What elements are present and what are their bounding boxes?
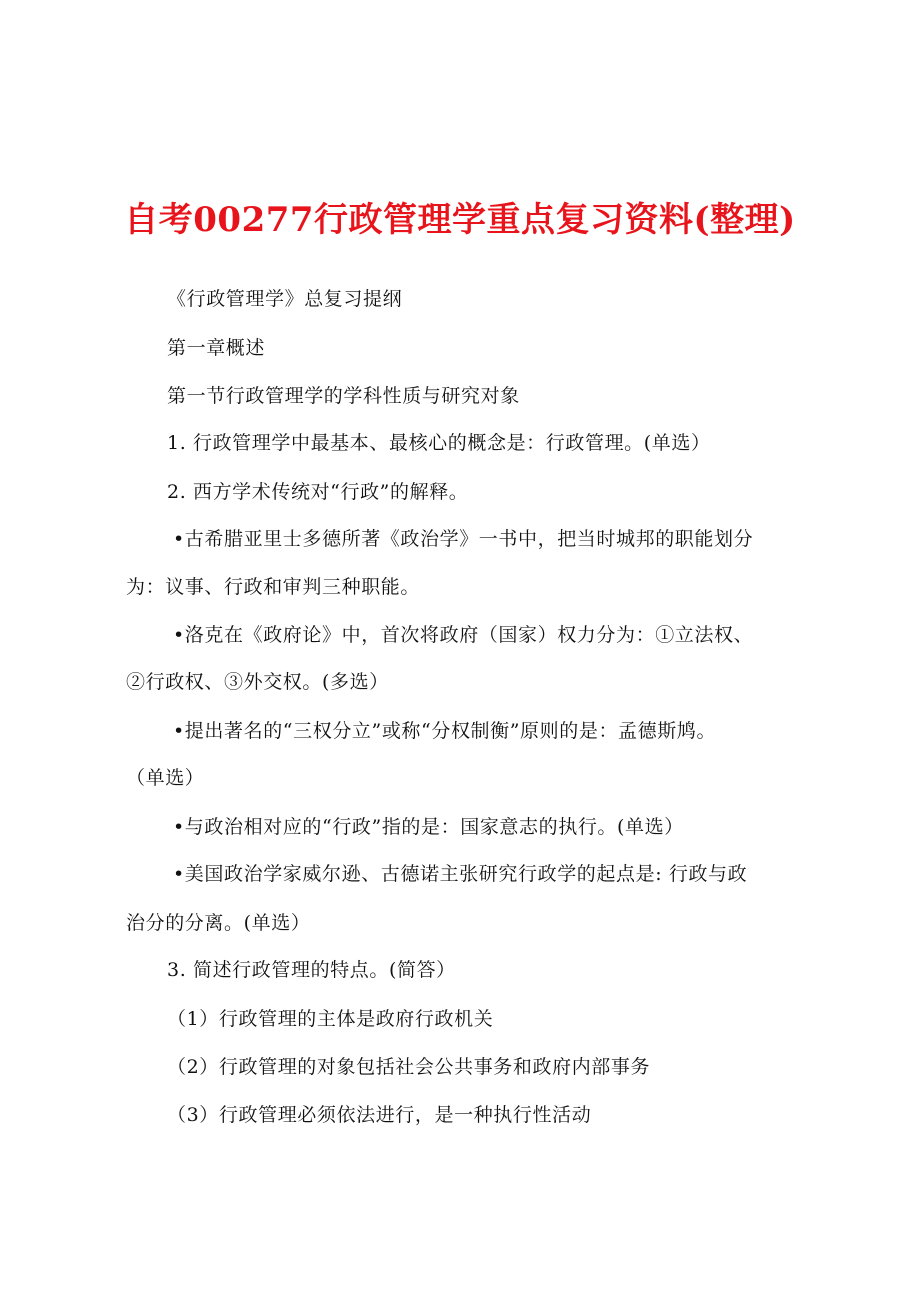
point-3: 3. 简述行政管理的特点。(简答） — [167, 959, 456, 981]
bullet-wilson: •美国政治学家威尔逊、古德诺主张研究行政学的起点是: 行政与政 — [173, 863, 748, 885]
point-2: 2. 西方学术传统对“行政”的解释。 — [167, 481, 469, 503]
bullet-locke-cont: ②行政权、③外交权。(多选） — [126, 671, 389, 693]
point-1: 1. 行政管理学中最基本、最核心的概念是：行政管理。(单选） — [167, 432, 711, 454]
feature-2: （2）行政管理的对象包括社会公共事务和政府内部事务 — [167, 1056, 651, 1078]
chapter-heading: 第一章概述 — [167, 337, 266, 359]
bullet-montesquieu: •提出著名的“三权分立”或称“分权制衡”原则的是：孟德斯鸠。 — [173, 720, 717, 742]
bullet-execution: •与政治相对应的“行政”指的是：国家意志的执行。(单选） — [173, 816, 684, 838]
document-title: 自考00277行政管理学重点复习资料(整理) — [124, 200, 796, 240]
outline-heading: 《行政管理学》总复习提纲 — [167, 288, 403, 310]
bullet-locke: •洛克在《政府论》中，首次将政府（国家）权力分为：①立法权、 — [173, 624, 754, 646]
bullet-wilson-cont: 治分的分离。(单选） — [126, 912, 311, 934]
feature-1: （1）行政管理的主体是政府行政机关 — [167, 1008, 494, 1030]
feature-3: （3）行政管理必须依法进行，是一种执行性活动 — [167, 1104, 592, 1126]
section-heading: 第一节行政管理学的学科性质与研究对象 — [167, 385, 520, 407]
bullet-aristotle: •古希腊亚里士多德所著《政治学》一书中，把当时城邦的职能划分 — [173, 528, 754, 550]
bullet-montesquieu-cont: （单选） — [126, 767, 205, 789]
bullet-aristotle-cont: 为：议事、行政和审判三种职能。 — [126, 576, 421, 598]
